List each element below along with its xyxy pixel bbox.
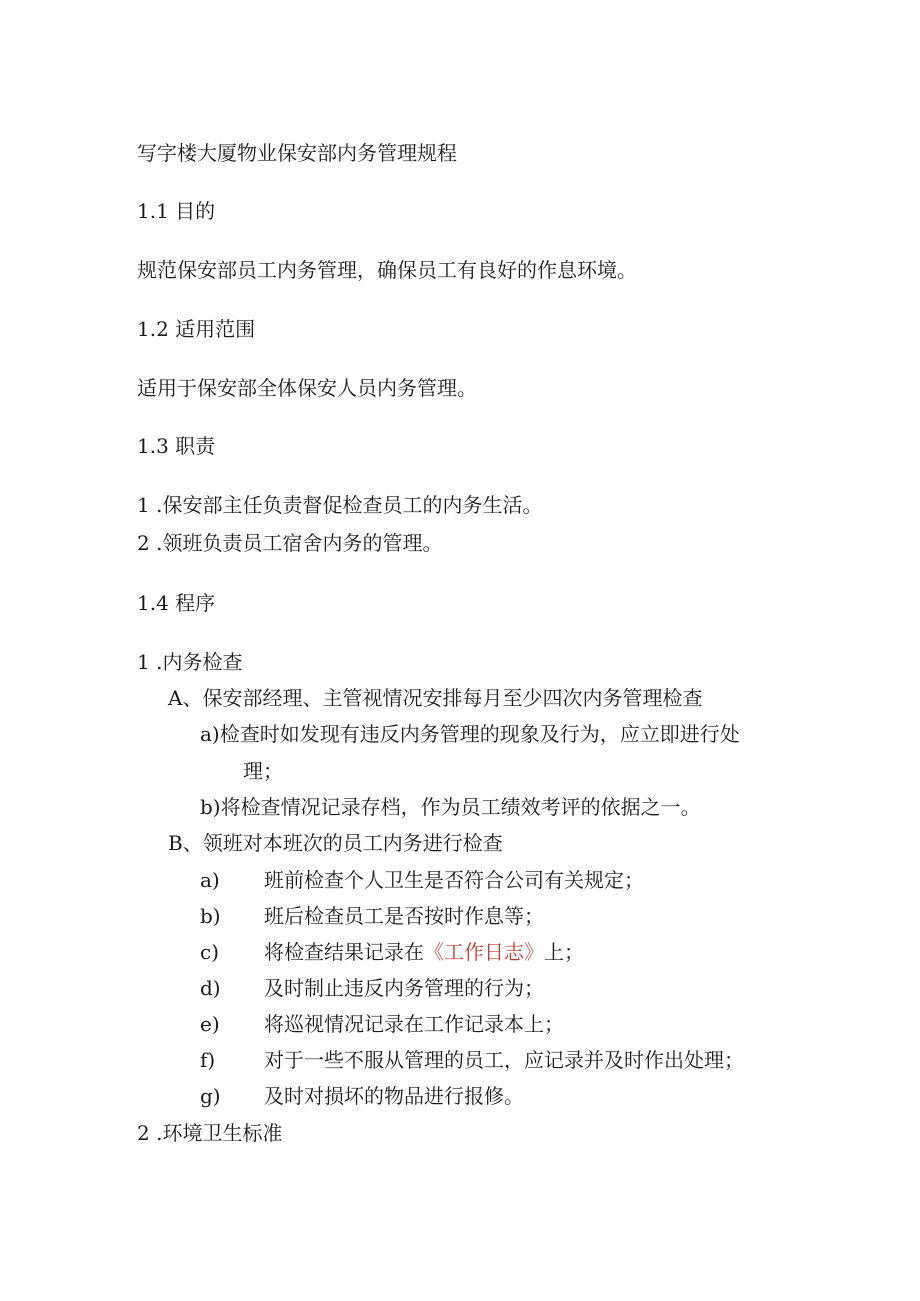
- section-1-2-text: 适用于保安部全体保安人员内务管理。: [137, 376, 477, 400]
- list-text: 将巡视情况记录在工作记录本上；: [264, 1012, 564, 1036]
- section-1-1-text: 规范保安部员工内务管理，确保员工有良好的作息环境。: [137, 258, 637, 282]
- procedure-1-B-item-g: [200, 1083, 524, 1109]
- list-text: 班前检查个人卫生是否符合公司有关规定；: [264, 868, 644, 892]
- procedure-1-B-item-a: [200, 867, 644, 893]
- procedure-1-A: A、保安部经理、主管视情况安排每月至少四次内务管理检查: [168, 686, 703, 710]
- section-1-3-item-1: 1 .保安部主任负责督促检查员工的内务生活。: [137, 493, 543, 517]
- list-text: 对于一些不服从管理的员工，应记录并及时作出处理；: [264, 1048, 744, 1072]
- procedure-1-B-item-b: [200, 903, 544, 929]
- section-1-3-item-2: 2 .领班负责员工宿舍内务的管理。: [137, 531, 443, 555]
- list-text: 及时对损坏的物品进行报修。: [264, 1084, 524, 1108]
- procedure-1-A-a-line2: 理；: [243, 759, 283, 783]
- section-1-2-heading: 1.2 适用范围: [137, 317, 256, 341]
- list-text: 及时制止违反内务管理的行为；: [264, 976, 544, 1000]
- procedure-1-A-b: b)将检查情况记录存档，作为员工绩效考评的依据之一。: [200, 795, 701, 819]
- list-text: 班后检查员工是否按时作息等；: [264, 904, 544, 928]
- section-1-1-heading: 1.1 目的: [137, 199, 216, 223]
- procedure-1-B: B、领班对本班次的员工内务进行检查: [168, 831, 503, 855]
- section-1-3-heading: 1.3 职责: [137, 434, 216, 458]
- log-reference: 《工作日志》: [424, 940, 544, 964]
- procedure-1-B-item-e: [200, 1011, 564, 1037]
- list-letter: d): [200, 976, 221, 1000]
- procedure-1-A-a-line1: a)检查时如发现有违反内务管理的现象及行为，应立即进行处: [200, 722, 740, 746]
- procedure-1-B-item-d: [200, 975, 544, 1001]
- list-letter: g): [200, 1084, 221, 1108]
- list-letter: c): [200, 940, 220, 964]
- list-text: 将检查结果记录在: [264, 940, 424, 964]
- procedure-1-heading: 1 .内务检查: [137, 650, 243, 674]
- list-letter: e): [200, 1012, 220, 1036]
- list-letter: a): [200, 868, 220, 892]
- list-text-suffix: 上；: [544, 940, 584, 964]
- list-letter: f): [200, 1048, 216, 1072]
- procedure-1-B-item-c: [200, 939, 584, 965]
- procedure-2-heading: 2 .环境卫生标准: [137, 1121, 283, 1145]
- document-title: 写字楼大厦物业保安部内务管理规程: [137, 141, 457, 165]
- list-letter: b): [200, 904, 221, 928]
- procedure-1-B-item-f: [200, 1047, 744, 1073]
- section-1-4-heading: 1.4 程序: [137, 591, 216, 615]
